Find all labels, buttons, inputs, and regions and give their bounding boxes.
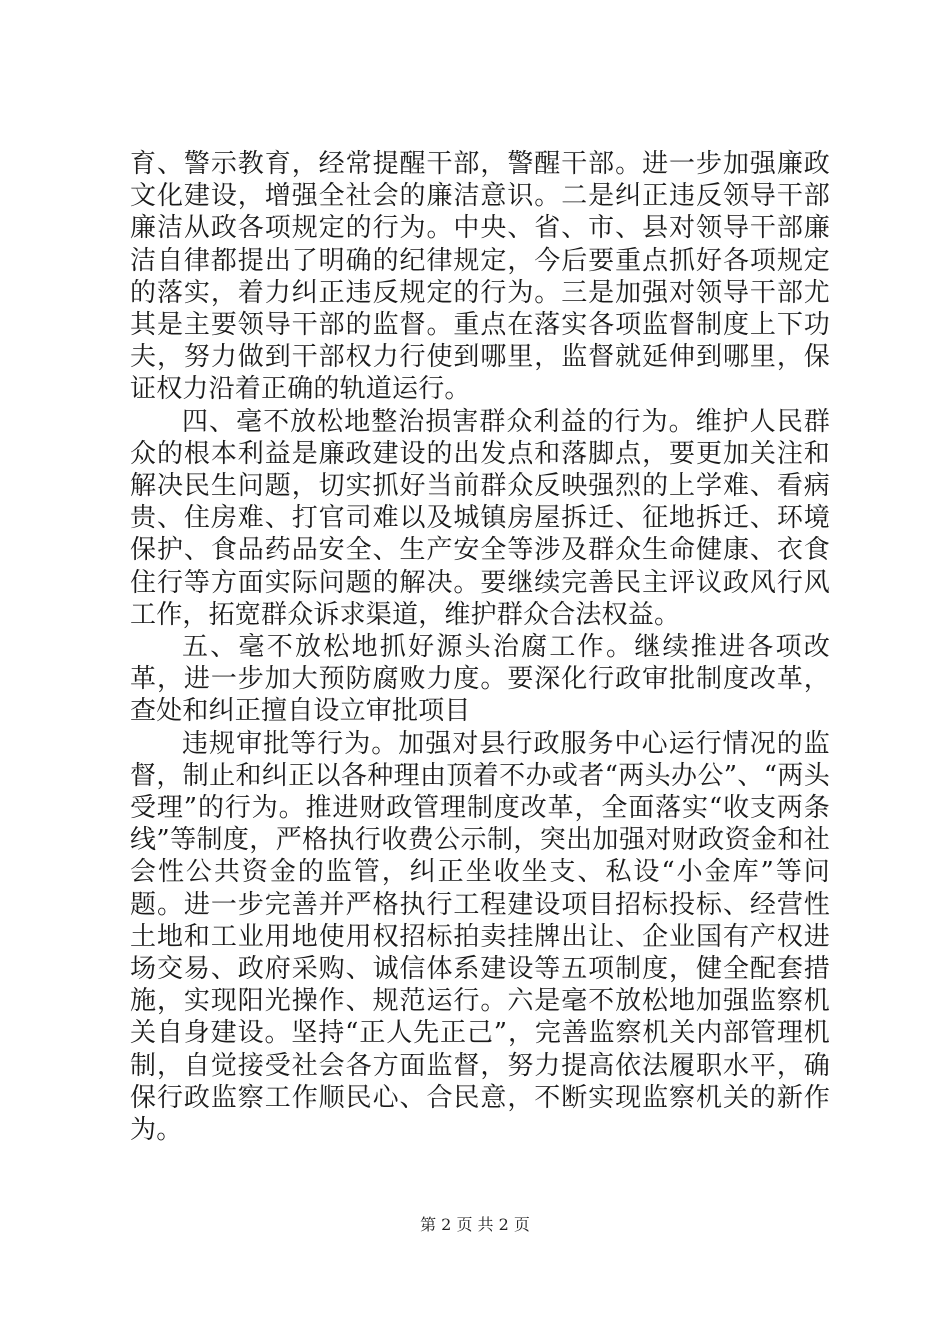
document-body	[130, 148, 830, 1146]
paragraph-1: 育、警示教育，经常提醒干部，警醒干部。进一步加强廉政文化建设，增强全社会的廉洁意识。二是纠正违反领导干部廉洁从政各项规定的行为。中央、省、市、县对领导干部廉洁自律都提出了明确的纪律规定，今后要重点抓好各项规定的落实，着力纠正违反规定的行为。三是加强对领导干部尤其是主要领导干部的监督。重点在落实各项监督制度上下功夫，努力做到干部权力行使到哪里，监督就延伸到哪里，保证权力沿着正确的轨道运行。	[130, 149, 830, 405]
paragraph-4: 违规审批等行为。加强对县行政服务中心运行情况的监督，制止和纠正以各种理由顶着不办或者“两头办公”、“两头受理”的行为。推进财政管理制度改革，全面落实“收支两条线”等制度，严格执行收费公示制，突出加强对财政资金和社会性公共资金的监管，纠正坐收坐支、私设“小金库”等问题。进一步完善并严格执行工程建设项目招标投标、经营性土地和工业用地使用权招标拍卖挂牌出让、企业国有产权进场交易、政府采购、诚信体系建设等五项制度，健全配套措施，实现阳光操作、规范运行。六是毫不放松地加强监察机关自身建设。坚持“正人先正己”，完善监察机关内部管理机制，自觉接受社会各方面监督，努力提高依法履职水平，确保行政监察工作顺民心、合民意，不断实现监察机关的新作为。	[130, 728, 830, 1146]
page-number-footer: 第 2 页 共 2 页	[420, 1215, 530, 1234]
paragraph-3: 五、毫不放松地抓好源头治腐工作。继续推进各项改革，进一步加大预防腐败力度。要深化行政审批制度改革，查处和纠正擅自设立审批项目	[130, 632, 830, 727]
paragraph-2: 四、毫不放松地整治损害群众利益的行为。维护人民群众的根本利益是廉政建设的出发点和落脚点，要更加关注和解决民生问题，切实抓好当前群众反映强烈的上学难、看病贵、住房难、打官司难以及城镇房屋拆迁、征地拆迁、环境保护、食品药品安全、生产安全等涉及群众生命健康、衣食住行等方面实际问题的解决。要继续完善民主评议政风行风工作，拓宽群众诉求渠道，维护群众合法权益。	[130, 406, 830, 630]
